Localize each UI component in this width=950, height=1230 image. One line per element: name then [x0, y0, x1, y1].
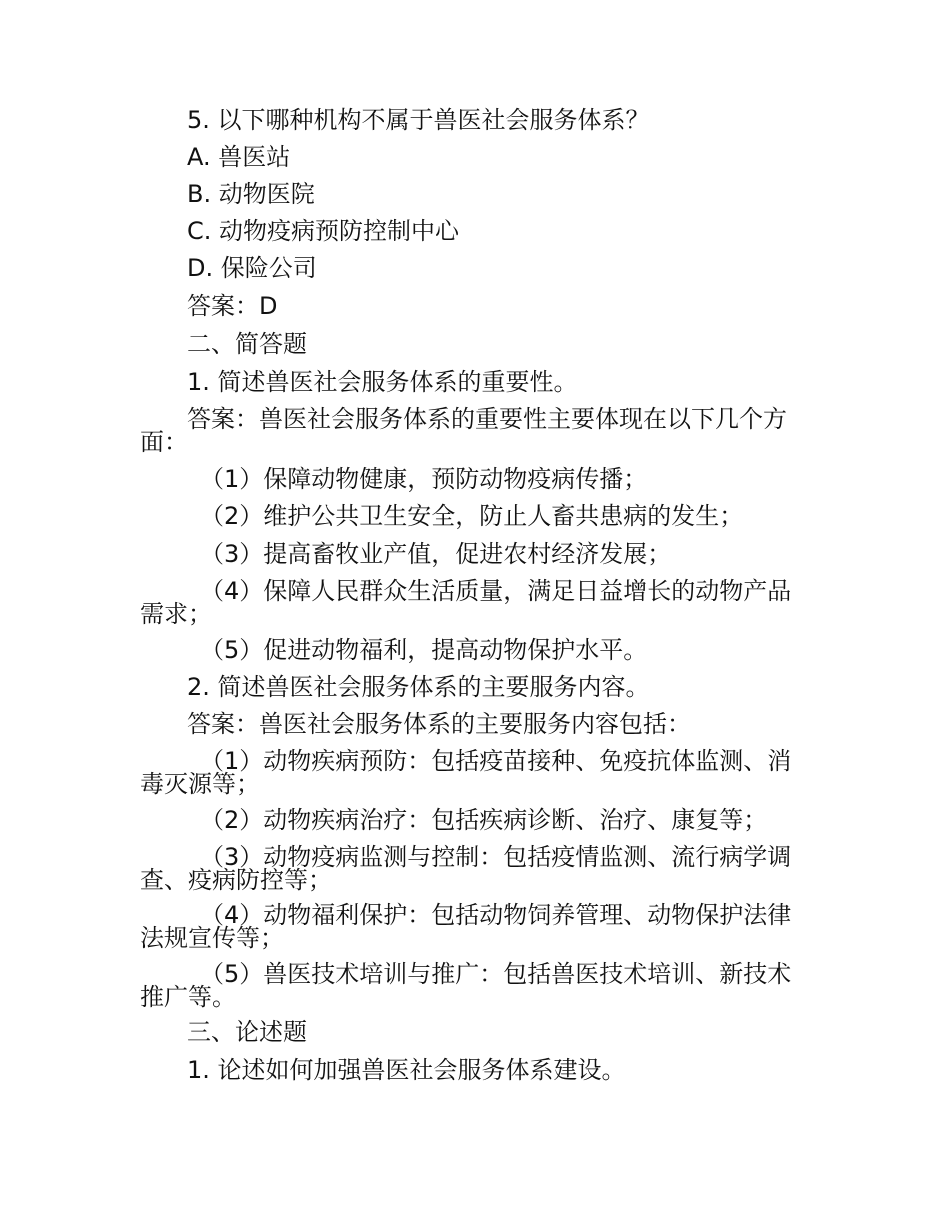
short-q1-stem: 1. 简述兽医社会服务体系的重要性。 — [187, 368, 578, 396]
short-q1-point-2: （2）维护公共卫生安全，防止人畜共患病的发生； — [200, 502, 744, 530]
short-q1-point-4-line1: （4）保障人民群众生活质量，满足日益增长的动物产品 — [200, 577, 792, 605]
option-a: A. 兽医站 — [187, 143, 291, 171]
short-q2-point-4-line1: （4）动物福利保护：包括动物饲养管理、动物保护法律 — [200, 901, 792, 929]
short-q2-point-5-line2: 推广等。 — [140, 983, 236, 1011]
short-q2-point-4-line2: 法规宣传等； — [140, 924, 284, 952]
option-d: D. 保险公司 — [187, 254, 317, 282]
short-q1-point-1: （1）保障动物健康，预防动物疫病传播； — [200, 465, 648, 493]
short-q2-point-1-line1: （1）动物疾病预防：包括疫苗接种、免疫抗体监测、消 — [200, 747, 792, 775]
short-q2-point-3-line1: （3）动物疫病监测与控制：包括疫情监测、流行病学调 — [200, 843, 792, 871]
short-q2-stem: 2. 简述兽医社会服务体系的主要服务内容。 — [187, 673, 650, 701]
question-5-stem: 5. 以下哪种机构不属于兽医社会服务体系？ — [187, 106, 650, 134]
option-c: C. 动物疫病预防控制中心 — [187, 217, 460, 245]
short-q2-point-1-line2: 毒灭源等； — [140, 770, 260, 798]
short-q2-point-5-line1: （5）兽医技术培训与推广：包括兽医技术培训、新技术 — [200, 960, 792, 988]
short-q1-point-5: （5）促进动物福利，提高动物保护水平。 — [200, 636, 648, 664]
short-q2-point-2: （2）动物疾病治疗：包括疾病诊断、治疗、康复等； — [200, 806, 768, 834]
essay-q1: 1. 论述如何加强兽医社会服务体系建设。 — [187, 1056, 626, 1084]
short-q1-answer-line1: 答案：兽医社会服务体系的重要性主要体现在以下几个方 — [187, 405, 787, 433]
short-q1-answer-line2: 面： — [140, 428, 188, 456]
short-q1-point-3: （3）提高畜牧业产值，促进农村经济发展； — [200, 540, 672, 568]
short-q1-point-4-line2: 需求； — [140, 600, 212, 628]
short-q2-answer: 答案：兽医社会服务体系的主要服务内容包括： — [187, 710, 691, 738]
section-2-heading: 二、简答题 — [187, 330, 307, 358]
question-5-answer: 答案：D — [187, 292, 278, 320]
option-b: B. 动物医院 — [187, 180, 315, 208]
section-3-heading: 三、论述题 — [187, 1018, 307, 1046]
short-q2-point-3-line2: 查、疫病防控等； — [140, 866, 332, 894]
